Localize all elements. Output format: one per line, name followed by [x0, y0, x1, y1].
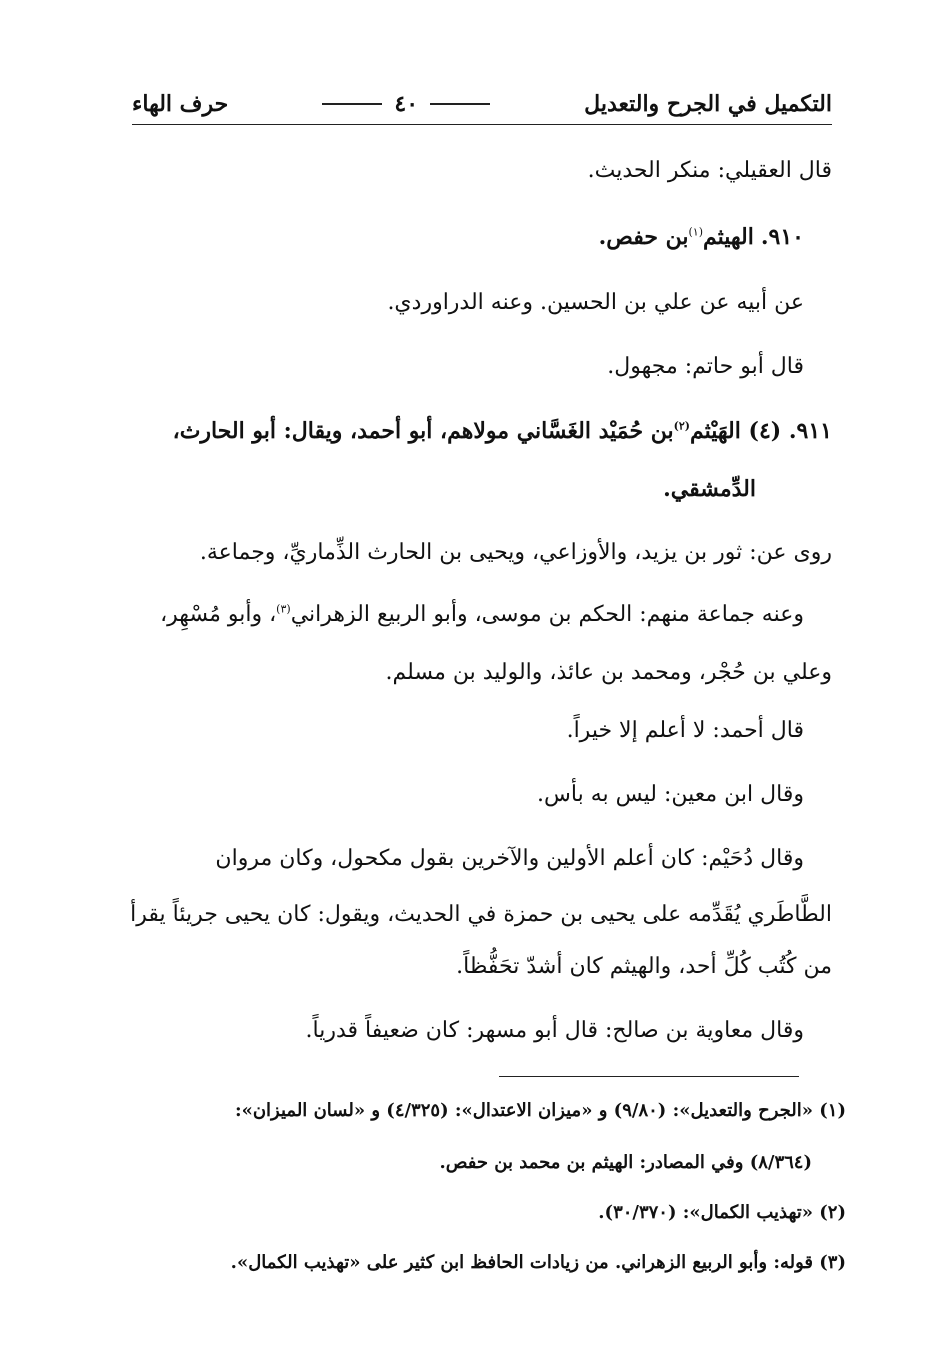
entry-911-continuation: الدِّمشقي. — [663, 476, 756, 502]
header-dash-left — [322, 103, 382, 105]
text-line: وعلي بن حُجْر، ومحمد بن عائذ، والوليد بن مسلم. — [385, 660, 832, 685]
footnote-marker: (٣) — [276, 602, 291, 616]
entry-name: الهيثم — [703, 224, 754, 250]
footnote-marker: (٢) — [673, 419, 690, 433]
footnote-1: (١) «الجرح والتعديل»: (٩/٨٠) و «ميزان الاعتدال»: (٤/٣٢٥) و «لسان الميزان»: — [234, 1100, 846, 1121]
text-line: وقال دُحَيْم: كان أعلم الأولين والآخرين بقول مكحول، وكان مروان — [215, 846, 804, 871]
entry-name-rest: بن حُمَيْد الغَسَّاني مولاهم، أبو أحمد، ويقال: أبو الحارث، — [172, 418, 674, 444]
text-line: روى عن: ثور بن يزيد، والأوزاعي، ويحيى بن الحارث الذِّماريِّ، وجماعة. — [199, 540, 832, 565]
entry-name-rest: بن حفص. — [598, 224, 689, 250]
entry-910-heading — [599, 224, 804, 250]
text-line: وقال ابن معين: ليس به بأس. — [537, 782, 804, 807]
text-line: من كُتُب كُلِّ أحد، والهيثم كان أشدّ تحَفُّظاً. — [456, 954, 832, 979]
header-dash-right — [430, 103, 490, 105]
text-line: قال أحمد: لا أعلم إلا خيراً. — [566, 718, 804, 743]
text-line: الطَّاطَري يُقَدِّمه على يحيى بن حمزة في الحديث، ويقول: كان يحيى جريئاً يقرأ — [130, 902, 832, 927]
text-line: وقال معاوية بن صالح: قال أبو مسهر: كان ضعيفاً قدرياً. — [305, 1018, 804, 1043]
text-segment: وعنه جماعة منهم: الحكم بن موسى، وأبو الربيع الزهراني — [290, 602, 804, 627]
header-page-number-group — [310, 91, 502, 117]
entry-number: ٩١٠. — [760, 224, 804, 250]
header-page-number: ٤٠ — [394, 91, 419, 117]
footnote-3: (٣) قوله: وأبو الربيع الزهراني. من زيادات الحافظ ابن كثير على «تهذيب الكمال». — [230, 1252, 846, 1273]
footnote-1-continuation: (٨/٣٦٤) وفي المصادر: الهيثم بن محمد بن حفص. — [439, 1152, 812, 1173]
header-section-title: حرف الهاء — [132, 91, 229, 117]
text-line: قال أبو حاتم: مجهول. — [607, 354, 804, 379]
text-line: قال العقيلي: منكر الحديث. — [587, 158, 832, 183]
entry-code: (٤) — [748, 418, 782, 444]
entry-number: ٩١١. — [788, 418, 832, 444]
entry-911-heading — [173, 418, 832, 444]
header-book-title: التكميل في الجرح والتعديل — [584, 91, 832, 117]
footnote-marker: (١) — [688, 225, 703, 239]
entry-name: الهَيْثم — [689, 418, 741, 444]
footnote-2: (٢) «تهذيب الكمال»: (٣٠/٣٧٠). — [598, 1202, 846, 1223]
footnote-divider — [499, 1076, 799, 1077]
text-line — [160, 602, 804, 627]
running-header — [132, 84, 832, 125]
text-segment: ، وأبو مُسْهِر، — [160, 602, 277, 627]
text-line: عن أبيه عن علي بن الحسين. وعنه الدراوردي. — [387, 290, 804, 315]
